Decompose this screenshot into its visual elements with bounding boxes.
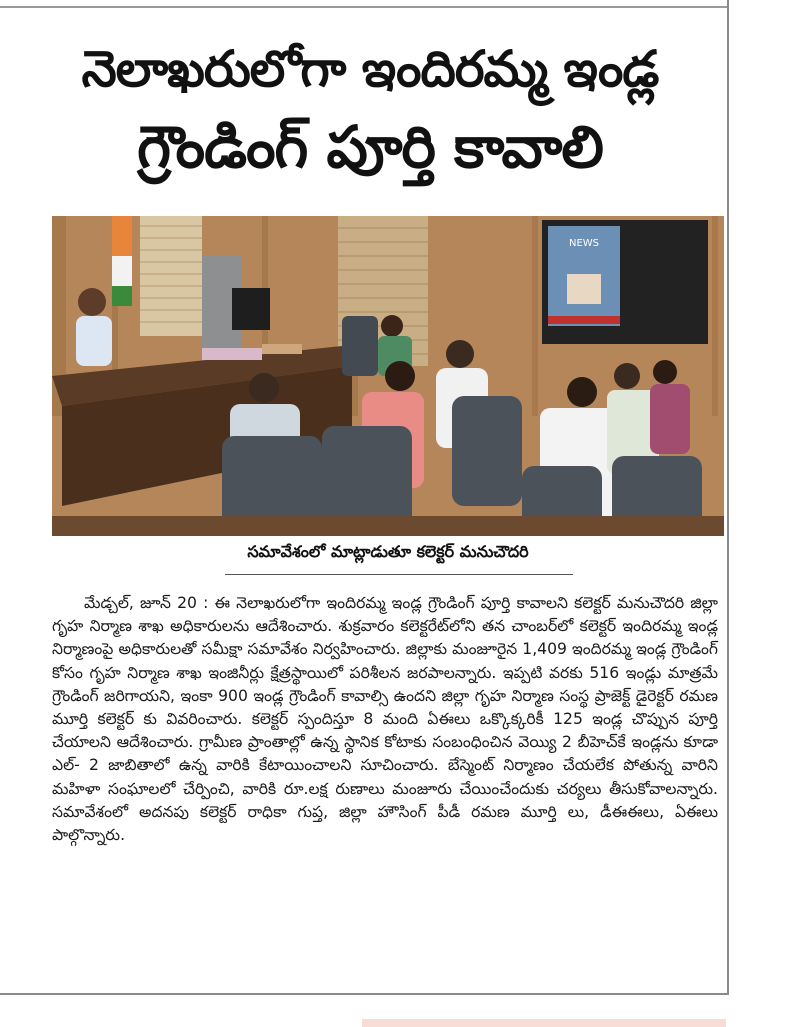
meeting-photo: [52, 216, 724, 536]
column-rule: [727, 0, 729, 995]
headline-line-2: గ్రౌండింగ్ పూర్తి కావాలి: [137, 113, 603, 181]
caption-underline: [225, 574, 573, 575]
news-photo: [52, 216, 724, 536]
photo-caption: సమావేశంలో మాట్లాడుతూ కలెక్టర్ మనుచౌదరి: [247, 542, 529, 561]
bottom-rule: [0, 993, 729, 995]
headline-line-1: నెలాఖరులోగా ఇందిరమ్మ ఇండ్ల: [81, 40, 659, 98]
tv-screen-text: NEWS: [568, 238, 600, 249]
article-body: మేడ్చల్, జూన్ 20 : ఈ నెలాఖరులోగా ఇందిరమ్మ ఇండ్ల గ్రౌండింగ్ పూర్తి కావాలని కలెక్టర్ మనుచౌదరి జిల్లా గృహ నిర్మాణ శాఖ అధికారులను ఆదేశించారు. శుక్రవారం కలెక్టరేట్‌లోని తన చాంబర్‌లో కలెక్టర్ ఇందిరమ్మ ఇండ్ల నిర్మాణంపై అధికారులతో సమీక్షా సమావేశం నిర్వహించారు. జిల్లాకు మంజూరైన 1,409 ఇందిరమ్మ ఇండ్ల గ్రౌండింగ్ కోసం గృహ నిర్మాణ శాఖ ఇంజినీర్లు క్షేత్రస్థాయిలో పరిశీలన జరపాలన్నారు. ఇప్పటి వరకు 516 ఇండ్లు మాత్రమే గ్రౌండింగ్ జరిగాయని, ఇంకా 900 ఇండ్ల గ్రౌండింగ్ కావాల్సి ఉందని జిల్లా గృహ నిర్మాణ సంస్థ ప్రాజెక్ట్ డైరెక్టర్ రమణ మూర్తి కలెక్టర్ కు వివరించారు. కలెక్టర్ స్పందిస్తూ 8 మంది ఏఈలు ఒక్కొక్కరికీ 125 ఇండ్ల చొప్పున పూర్తి చేయాలని ఆదేశించారు. గ్రామీణ ప్రాంతాల్లో ఉన్న స్థానిక కోటాకు సంబంధించిన వెయ్యి 2 బీహెచ్‌కే ఇండ్లను కూడా ఎల్- 2 జాబితాలో ఉన్న వారికి కేటాయించాలని సూచించారు. బేస్మెంట్ నిర్మాణం చేయలేక పోతున్న వారిని మహిళా సంఘాలలో చేర్పించి, వారికి రూ.లక్ష రుణాలు మంజూరు చేయించేందుకు చర్యలు తీసుకోవాలన్నారు. సమావేశంలో అదనపు కలెక్టర్ రాధికా గుప్త, జిల్లా హౌసింగ్ పీడీ రమణ మూర్తి లు, డీఈఈలు, ఏఈలు పాల్గొన్నారు.: [52, 594, 718, 845]
headline: [20, 36, 720, 184]
next-article-strip: [362, 1019, 726, 1027]
top-rule: [0, 6, 728, 8]
